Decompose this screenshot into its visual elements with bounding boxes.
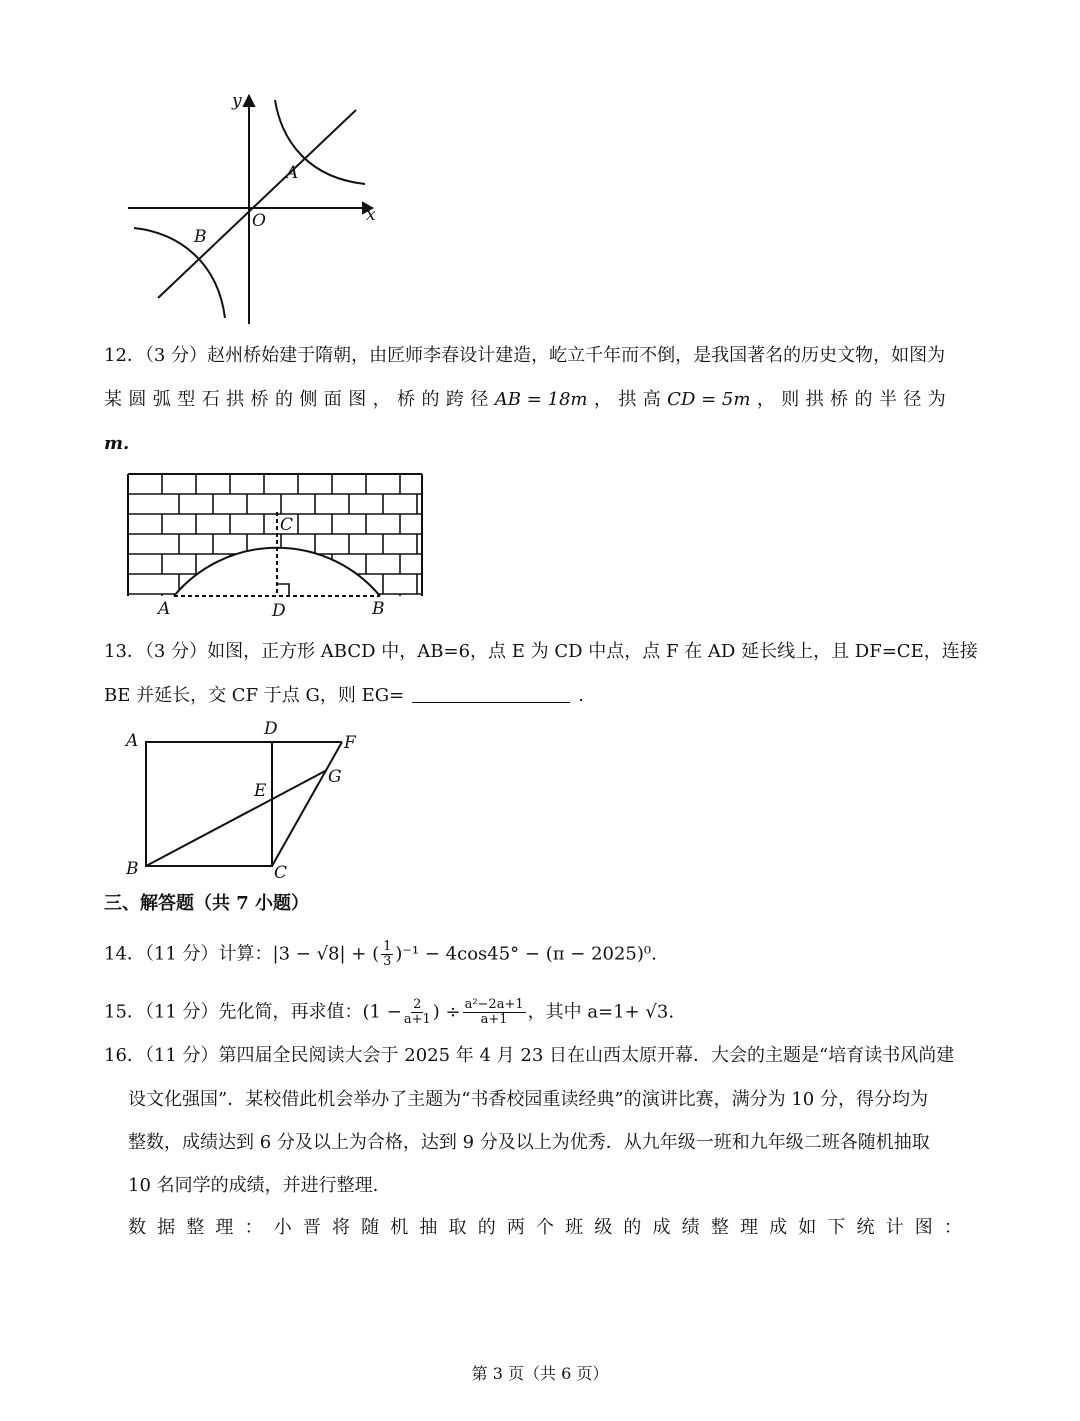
text-token: 高 xyxy=(642,389,661,410)
bridge-figure xyxy=(122,468,432,620)
text-token: 计 xyxy=(885,1217,904,1238)
text-token: 成 xyxy=(652,1217,671,1238)
text-token: 据 xyxy=(157,1217,176,1238)
text-token: 个 xyxy=(535,1217,554,1238)
point-d-label: D xyxy=(272,601,286,620)
square-abcd xyxy=(146,742,272,866)
point-a-label: A xyxy=(126,731,139,751)
point-b-label: B xyxy=(194,227,207,247)
page-footer: 第 3 页（共 6 页） xyxy=(471,1364,609,1383)
text-token: 抽 xyxy=(419,1217,438,1238)
y-axis-label: y xyxy=(232,91,242,111)
text-token: 某 xyxy=(104,389,122,410)
text-token: 圆 xyxy=(128,389,147,410)
origin-label: O xyxy=(252,211,266,231)
text-token: 的 xyxy=(623,1217,642,1238)
text-token: 级 xyxy=(594,1217,613,1238)
q15-line: 15．（11 分）先化简，再求值：(1 − $\frac{2}{a+1}$ ) ÷ $\frac{\text{a²−2a+1}}{a+1}$ ，其中 a=1+ √3. xyxy=(104,997,675,1027)
text-token: 班 xyxy=(565,1217,584,1238)
text-token: 统 xyxy=(856,1217,875,1238)
text-token: 半 xyxy=(878,389,897,410)
q16-line2: 设文化强国”．某校借此机会举办了主题为“书香校园重读经典”的演讲比赛，满分为 10 分，得分均为 xyxy=(128,1089,928,1110)
text-token: 拱 xyxy=(618,389,637,410)
x-axis-label: x xyxy=(366,205,376,225)
text-token: 取 xyxy=(448,1217,467,1238)
fraction-poly: $\frac{\text{a²−2a+1}}{a+1}$ xyxy=(464,997,524,1027)
text-token: 径 xyxy=(903,389,922,410)
text-token: 桥 xyxy=(830,389,849,410)
q13-line2: BE 并延长，交 CF 于点 G，则 EG= . xyxy=(104,685,584,706)
text-token: 的 xyxy=(421,389,440,410)
text-token: 桥 xyxy=(397,389,416,410)
text-token: 成 xyxy=(769,1217,788,1238)
graph-figure xyxy=(120,88,390,328)
text-token: 型 xyxy=(177,389,196,410)
text-token: 图 xyxy=(348,389,367,410)
text-token: 的 xyxy=(477,1217,496,1238)
point-d-label: D xyxy=(264,719,278,739)
text-token: 绩 xyxy=(681,1217,700,1238)
text-token: 为 xyxy=(927,389,946,410)
q16-line5 xyxy=(128,1216,962,1240)
q16-line4: 10 名同学的成绩，并进行整理. xyxy=(128,1175,379,1196)
hyperbola-branch-2 xyxy=(134,228,225,318)
square-figure xyxy=(120,718,370,884)
point-e-label: E xyxy=(254,781,267,801)
text-token: 拱 xyxy=(226,389,245,410)
q16-line1: 16．（11 分）第四届全民阅读大会于 2025 年 4 月 23 日在山西太原开幕．大会的主题是“培育读书风尚建 xyxy=(104,1045,955,1066)
q12-line3: m. xyxy=(104,433,130,454)
text-token: 桥 xyxy=(250,389,269,410)
q12-line2 xyxy=(104,388,946,412)
text-token: 整 xyxy=(710,1217,729,1238)
text-token: 随 xyxy=(361,1217,380,1238)
text-token: 下 xyxy=(827,1217,846,1238)
q13-line1: 13．（3 分）如图，正方形 ABCD 中，AB=6，点 E 为 CD 中点，点 F 在 AD 延长线上，且 DF=CE，连接 xyxy=(104,641,978,662)
text-token: 图 xyxy=(914,1217,933,1238)
text-token: 的 xyxy=(854,389,873,410)
q16-line3: 整数，成绩达到 6 分及以上为合格，达到 9 分及以上为优秀．从九年级一班和九年级二班各随机抽取 xyxy=(128,1132,930,1153)
text-token: 石 xyxy=(201,389,220,410)
text-token: 则 xyxy=(781,389,800,410)
text-token: 径 xyxy=(470,389,489,410)
point-a-label: A xyxy=(286,163,299,183)
text-token: 理 xyxy=(739,1217,758,1238)
text-token: ， xyxy=(756,389,775,410)
brick-wall xyxy=(128,474,422,596)
text-token: 机 xyxy=(390,1217,409,1238)
q12-line1: 12．（3 分）赵州桥始建于隋朝，由匠师李春设计建造，屹立千年而不倒，是我国著名的历史文物，如图为 xyxy=(104,345,946,366)
point-a-label: A xyxy=(158,599,171,619)
text-token: ： xyxy=(943,1217,962,1238)
text-token: ， xyxy=(372,389,391,410)
point-b-label: B xyxy=(372,599,385,619)
q14-line: 14．（11 分）计算：|3 − √8| + ( $\frac{1}{3}$ )⁻¹ − 4cos45° − (π − 2025)⁰. xyxy=(104,939,657,969)
text-token: 弧 xyxy=(152,389,171,410)
text-token: 晋 xyxy=(302,1217,321,1238)
text-token: 跨 xyxy=(445,389,464,410)
point-g-label: G xyxy=(328,767,342,787)
text-token: CD = 5m xyxy=(667,389,751,410)
text-token: 的 xyxy=(274,389,293,410)
point-c-label: C xyxy=(280,515,294,535)
text-token: 整 xyxy=(186,1217,205,1238)
text-token: 如 xyxy=(798,1217,817,1238)
text-token: ： xyxy=(244,1217,263,1238)
text-token: 两 xyxy=(506,1217,525,1238)
text-token: AB = 18m xyxy=(494,389,588,410)
fraction-2-over-a1: $\frac{2}{a+1}$ xyxy=(403,997,431,1027)
y-axis-arrow xyxy=(244,96,254,106)
text-token: 数 xyxy=(128,1217,146,1238)
text-token: 侧 xyxy=(299,389,318,410)
answer-blank xyxy=(412,684,570,703)
fraction-one-third: $\frac{1}{3}$ xyxy=(383,939,392,969)
point-f-label: F xyxy=(344,733,356,753)
text-token: ， xyxy=(593,389,612,410)
section-heading: 三、解答题（共 7 小题） xyxy=(104,893,310,914)
segment-cf xyxy=(272,742,342,866)
point-b-label: B xyxy=(126,859,139,879)
text-token: 将 xyxy=(331,1217,350,1238)
text-token: 拱 xyxy=(805,389,824,410)
text-token: 理 xyxy=(215,1217,234,1238)
text-token: 面 xyxy=(323,389,342,410)
line-ab xyxy=(158,110,356,298)
point-c-label: C xyxy=(274,863,288,883)
text-token: 小 xyxy=(273,1217,292,1238)
